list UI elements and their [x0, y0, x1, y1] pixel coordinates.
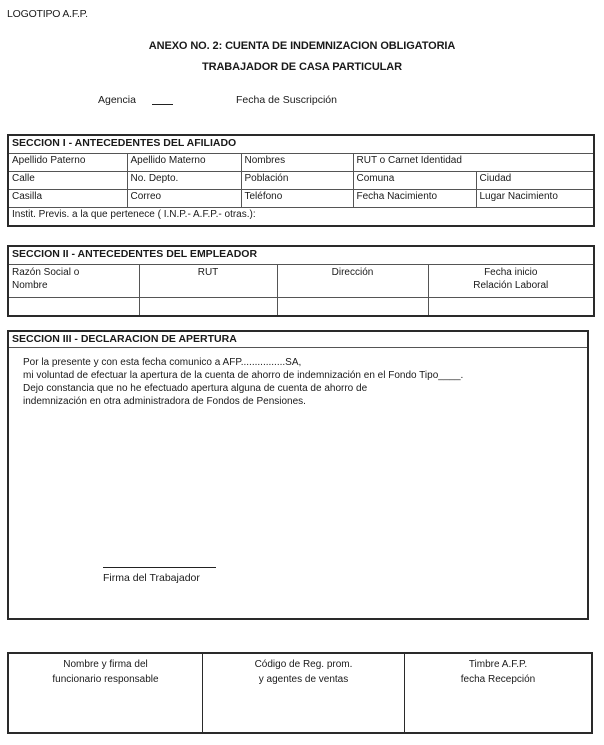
field-lugar-nacimiento[interactable]: Lugar Nacimiento: [476, 190, 594, 208]
footer-label: funcionario responsable: [52, 674, 159, 685]
footer-funcionario[interactable]: [9, 654, 203, 732]
table-row: [8, 154, 594, 172]
document-title: ANEXO NO. 2: CUENTA DE INDEMNIZACION OBLIGATORIA: [148, 40, 456, 52]
section-3-title: SECCION III - DECLARACION DE APERTURA: [9, 332, 587, 348]
field-institucion-previsional[interactable]: Instit. Previs. a la que pertenece ( I.N.P.- A.F.P.- otras.):: [8, 208, 594, 227]
footer-label: Código de Reg. prom.: [254, 659, 353, 670]
table-header-row: [8, 265, 594, 298]
field-apellido-materno[interactable]: Apellido Materno: [127, 154, 241, 172]
header-rut: RUT: [139, 265, 277, 298]
footer-codigo-reg[interactable]: [203, 654, 405, 732]
input-rut-empleador[interactable]: [139, 298, 277, 317]
header-razon-social: Razón Social o Nombre: [8, 265, 139, 298]
signature-line[interactable]: [103, 567, 216, 568]
footer-timbre[interactable]: [405, 654, 591, 732]
declaration-line: indemnización en otra administradora de Fondos de Pensiones.: [23, 396, 306, 407]
footer-box: [7, 652, 593, 734]
field-rut[interactable]: RUT o Carnet Identidad: [353, 154, 594, 172]
field-telefono[interactable]: Teléfono: [241, 190, 353, 208]
section-1-title: SECCION I - ANTECEDENTES DEL AFILIADO: [8, 135, 594, 154]
footer-label: Timbre A.F.P.: [468, 659, 528, 670]
field-fecha-nacimiento[interactable]: Fecha Nacimiento: [353, 190, 476, 208]
document-subtitle: TRABAJADOR DE CASA PARTICULAR: [202, 61, 402, 73]
declaration-line: mi voluntad de efectuar la apertura de la cuenta de ahorro de indemnización en el Fondo Tipo____.: [23, 370, 464, 381]
field-calle[interactable]: Calle: [8, 172, 127, 190]
logo-placeholder: LOGOTIPO A.F.P.: [7, 8, 88, 20]
field-apellido-paterno[interactable]: Apellido Paterno: [8, 154, 127, 172]
declaration-line: Dejo constancia que no he efectuado apertura alguna de cuenta de ahorro de: [23, 383, 368, 394]
table-row: [8, 208, 594, 227]
table-row: [8, 298, 594, 317]
section-2-title: SECCION II - ANTECEDENTES DEL EMPLEADOR: [8, 246, 594, 265]
field-ciudad[interactable]: Ciudad: [476, 172, 594, 190]
field-nombres[interactable]: Nombres: [241, 154, 353, 172]
table-row: [8, 190, 594, 208]
field-poblacion[interactable]: Población: [241, 172, 353, 190]
seccion-3-box: [7, 330, 589, 620]
input-direccion[interactable]: [277, 298, 428, 317]
input-fecha-inicio[interactable]: [428, 298, 594, 317]
fecha-suscripcion-label: Fecha de Suscripción: [236, 94, 337, 106]
agencia-label: Agencia: [98, 94, 136, 106]
agencia-field[interactable]: [152, 104, 173, 105]
input-razon-social[interactable]: [8, 298, 139, 317]
field-casilla[interactable]: Casilla: [8, 190, 127, 208]
footer-label: fecha Recepción: [460, 674, 536, 685]
footer-label: Nombre y firma del: [63, 659, 148, 670]
seccion-1-table: [7, 134, 595, 227]
header-fecha-inicio: Fecha inicio Relación Laboral: [428, 265, 594, 298]
field-correo[interactable]: Correo: [127, 190, 241, 208]
seccion-2-table: [7, 245, 595, 317]
table-row: [8, 172, 594, 190]
header-direccion: Dirección: [277, 265, 428, 298]
declaration-text: [23, 356, 463, 408]
signature-label: Firma del Trabajador: [103, 572, 200, 584]
declaration-line: Por la presente y con esta fecha comunico a AFP................SA,: [23, 357, 302, 368]
footer-label: y agentes de ventas: [258, 674, 349, 685]
field-comuna[interactable]: Comuna: [353, 172, 476, 190]
field-no-depto[interactable]: No. Depto.: [127, 172, 241, 190]
